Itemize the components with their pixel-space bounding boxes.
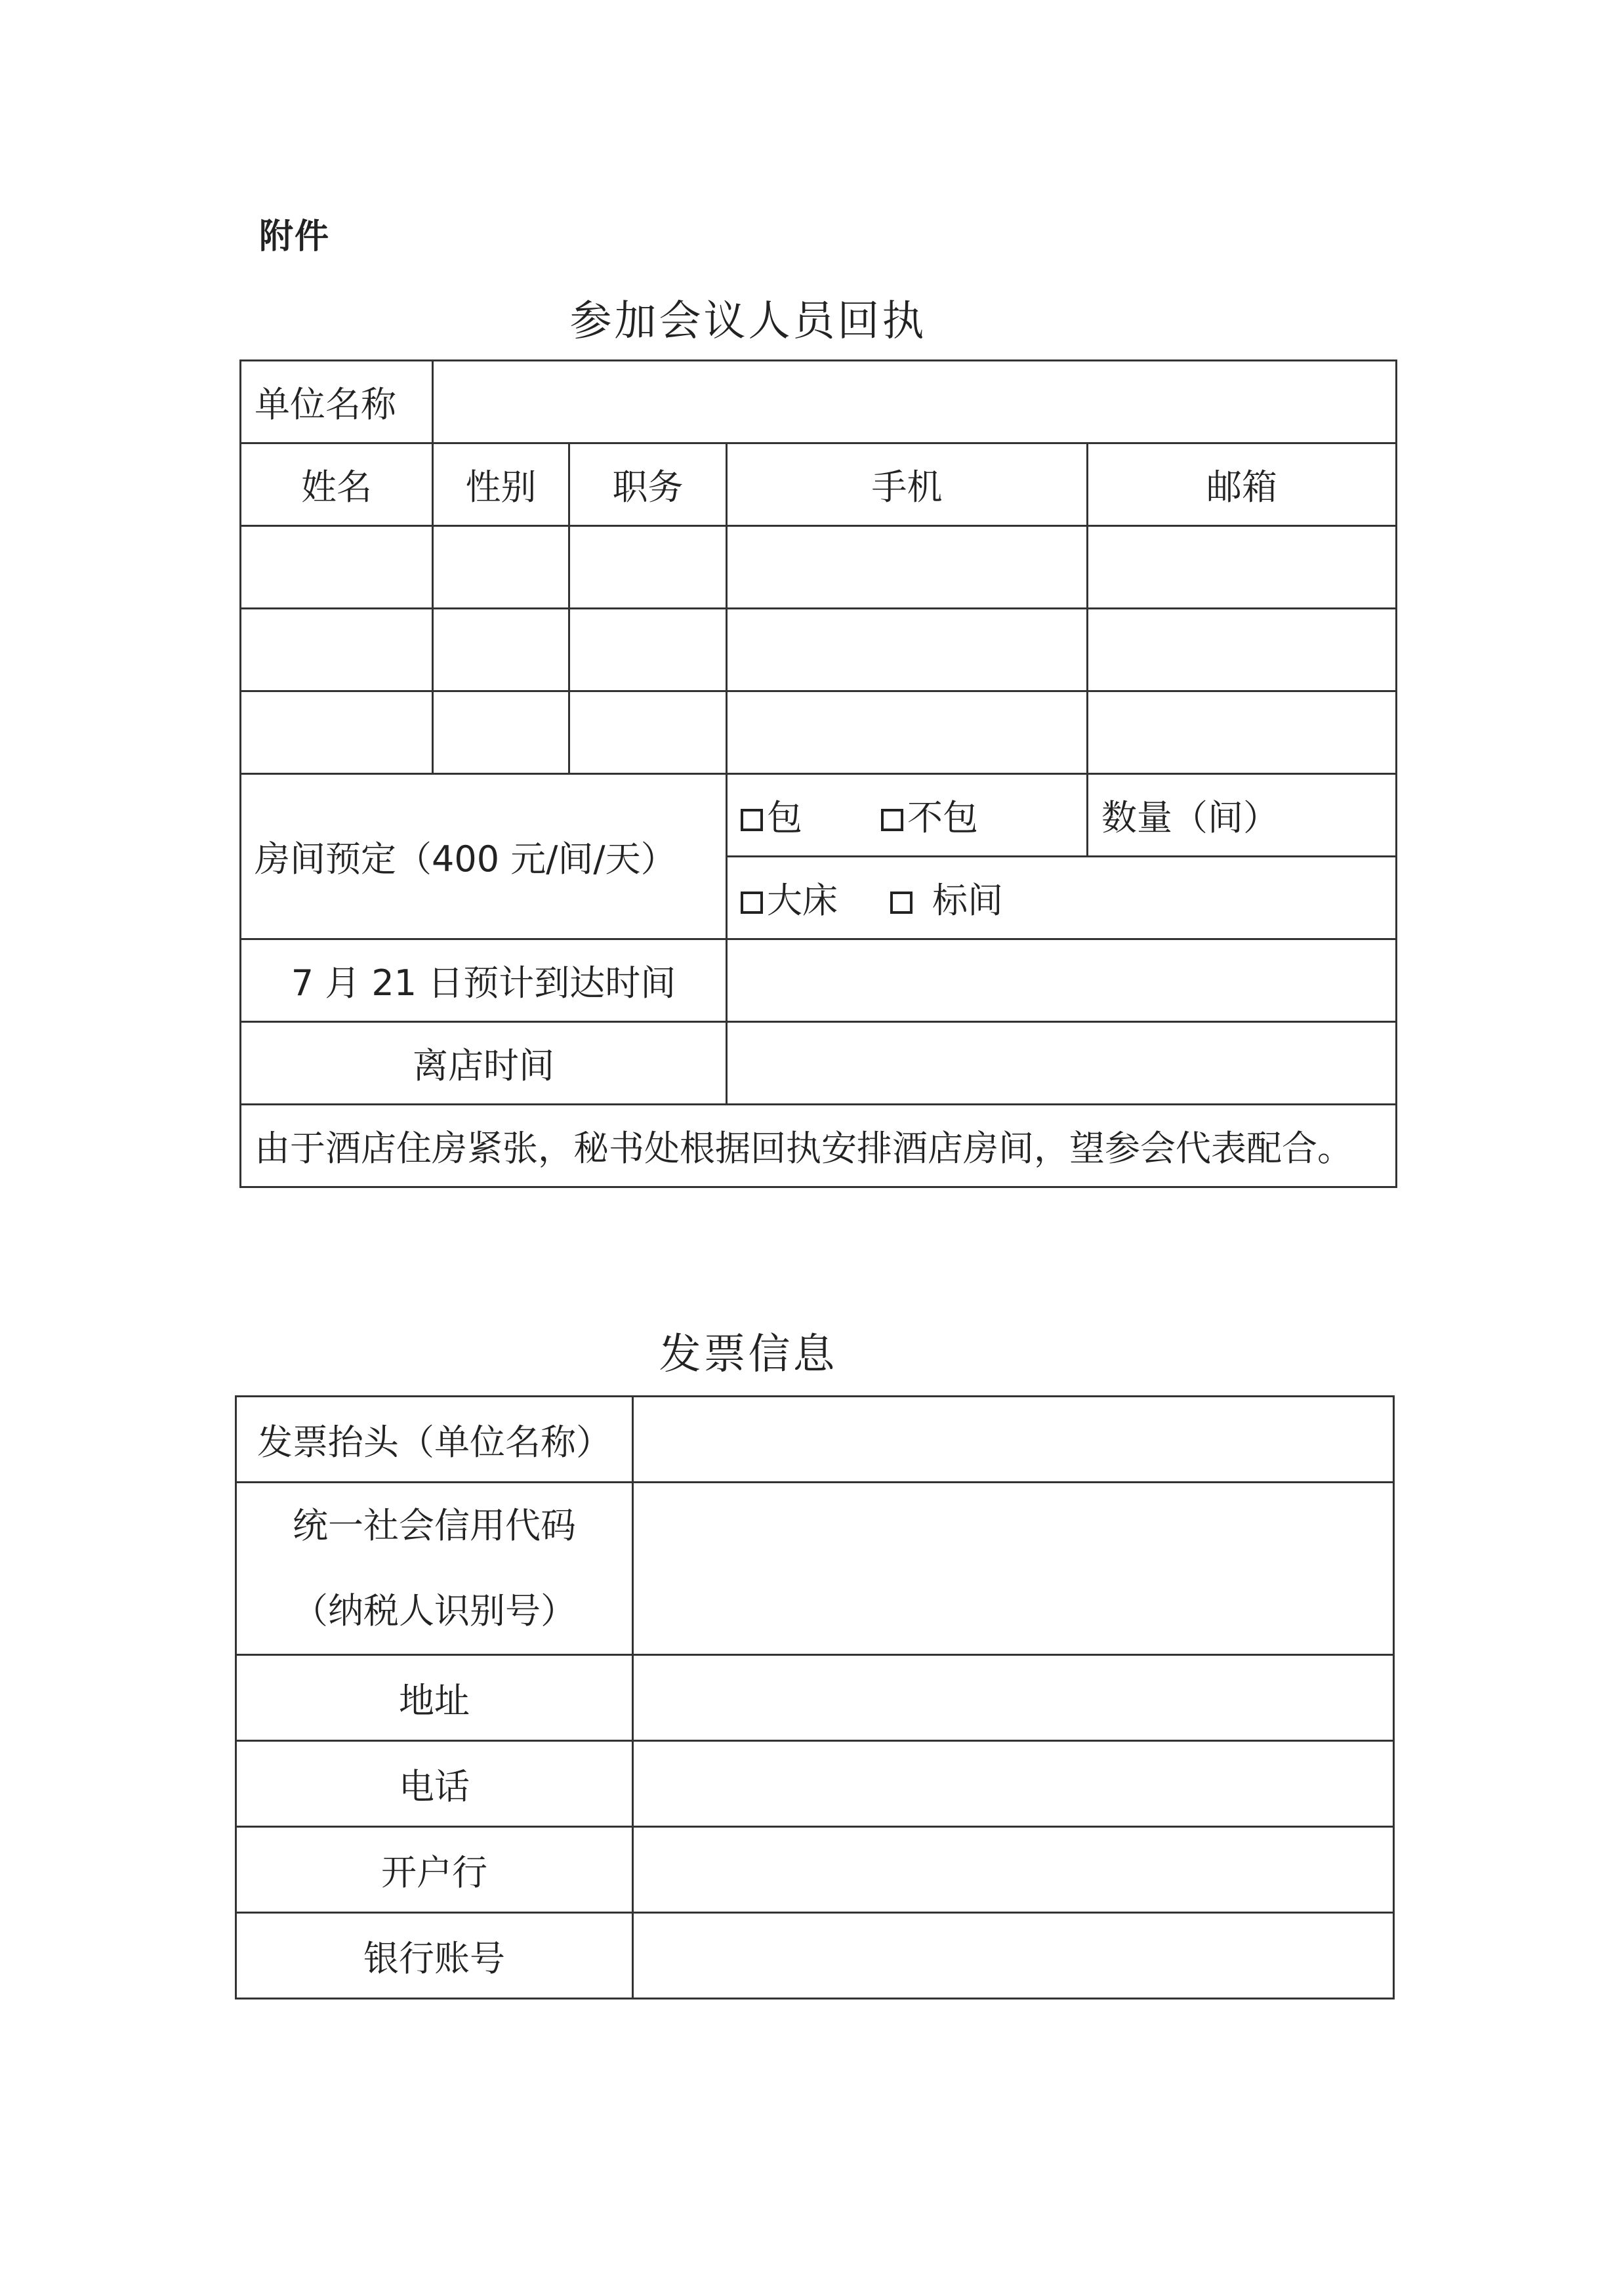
- arrival-field[interactable]: [727, 939, 1397, 1022]
- bank-account-field[interactable]: [633, 1913, 1394, 1999]
- tax-id-field[interactable]: [633, 1483, 1394, 1655]
- bank-account-label: 银行账号: [236, 1913, 633, 1999]
- gender-field[interactable]: [433, 609, 569, 691]
- phone-field[interactable]: [633, 1741, 1394, 1827]
- name-field[interactable]: [241, 609, 433, 691]
- tax-id-label-cell: [236, 1483, 633, 1655]
- table-row: [241, 526, 1397, 609]
- table-row: [236, 1913, 1394, 1999]
- exclude-label: 不包: [907, 797, 978, 838]
- mobile-field[interactable]: [727, 691, 1088, 774]
- include-checkbox[interactable]: [741, 809, 763, 831]
- email-field[interactable]: [1088, 691, 1397, 774]
- column-header-email: 邮箱: [1088, 443, 1397, 526]
- attachment-label: 附件: [259, 217, 331, 256]
- king-bed-checkbox[interactable]: [741, 892, 763, 914]
- gender-field[interactable]: [433, 691, 569, 774]
- arrival-label: 7 月 21 日预计到达时间: [241, 939, 727, 1022]
- exclude-checkbox[interactable]: [881, 809, 903, 831]
- invoice-header-label: 发票抬头（单位名称）: [236, 1397, 633, 1483]
- bank-label: 开户行: [236, 1827, 633, 1913]
- table-row: [236, 1827, 1394, 1913]
- invoice-header-field[interactable]: [633, 1397, 1394, 1483]
- exclude-option[interactable]: [881, 790, 978, 840]
- standard-room-checkbox[interactable]: [890, 892, 913, 914]
- column-header-row: [241, 443, 1397, 526]
- email-field[interactable]: [1088, 609, 1397, 691]
- table-row: [236, 1741, 1394, 1827]
- table-row: [236, 1483, 1394, 1655]
- column-header-position: 职务: [569, 443, 727, 526]
- table-row: [236, 1397, 1394, 1483]
- checkout-row: [241, 1022, 1397, 1105]
- table-row: [241, 691, 1397, 774]
- phone-label: 电话: [236, 1741, 633, 1827]
- address-field[interactable]: [633, 1655, 1394, 1741]
- quantity-field[interactable]: [1088, 774, 1397, 857]
- room-booking-row: [241, 774, 1397, 857]
- table-row: [241, 609, 1397, 691]
- position-field[interactable]: [569, 526, 727, 609]
- arrival-row: [241, 939, 1397, 1022]
- standard-room-label: 标间: [932, 880, 1003, 921]
- attendee-form-table: [239, 359, 1397, 1188]
- tax-id-sublabel: （纳税人识别号）: [293, 1590, 576, 1631]
- name-field[interactable]: [241, 691, 433, 774]
- hotel-note: 由于酒店住房紧张，秘书处根据回执安排酒店房间，望参会代表配合。: [241, 1105, 1397, 1187]
- room-booking-label: 房间预定（400 元/间/天）: [241, 774, 727, 939]
- position-field[interactable]: [569, 609, 727, 691]
- address-label: 地址: [236, 1655, 633, 1741]
- form-title: 参加会议人员回执: [569, 297, 927, 346]
- checkout-label: 离店时间: [241, 1022, 727, 1105]
- unit-name-label: 单位名称: [241, 361, 433, 443]
- column-header-name: 姓名: [241, 443, 433, 526]
- bank-field[interactable]: [633, 1827, 1394, 1913]
- tax-id-label: 统一社会信用代码: [293, 1505, 576, 1546]
- mobile-field[interactable]: [727, 609, 1088, 691]
- column-header-gender: 性别: [433, 443, 569, 526]
- include-label: 包: [767, 797, 802, 838]
- gender-field[interactable]: [433, 526, 569, 609]
- room-type-cell: [727, 857, 1397, 939]
- checkout-field[interactable]: [727, 1022, 1397, 1105]
- email-field[interactable]: [1088, 526, 1397, 609]
- quantity-label: 数量（间）: [1101, 797, 1279, 838]
- unit-name-row: [241, 361, 1397, 443]
- include-option[interactable]: [741, 790, 802, 840]
- king-bed-label: 大床: [767, 880, 838, 921]
- king-bed-option[interactable]: [741, 872, 838, 923]
- position-field[interactable]: [569, 691, 727, 774]
- unit-name-field[interactable]: [433, 361, 1397, 443]
- invoice-title: 发票信息: [659, 1330, 838, 1379]
- invoice-form-table: [235, 1395, 1395, 1999]
- column-header-mobile: 手机: [727, 443, 1088, 526]
- name-field[interactable]: [241, 526, 433, 609]
- note-row: [241, 1105, 1397, 1187]
- standard-room-option[interactable]: [890, 872, 1003, 923]
- mobile-field[interactable]: [727, 526, 1088, 609]
- meal-option-cell: [727, 774, 1088, 857]
- table-row: [236, 1655, 1394, 1741]
